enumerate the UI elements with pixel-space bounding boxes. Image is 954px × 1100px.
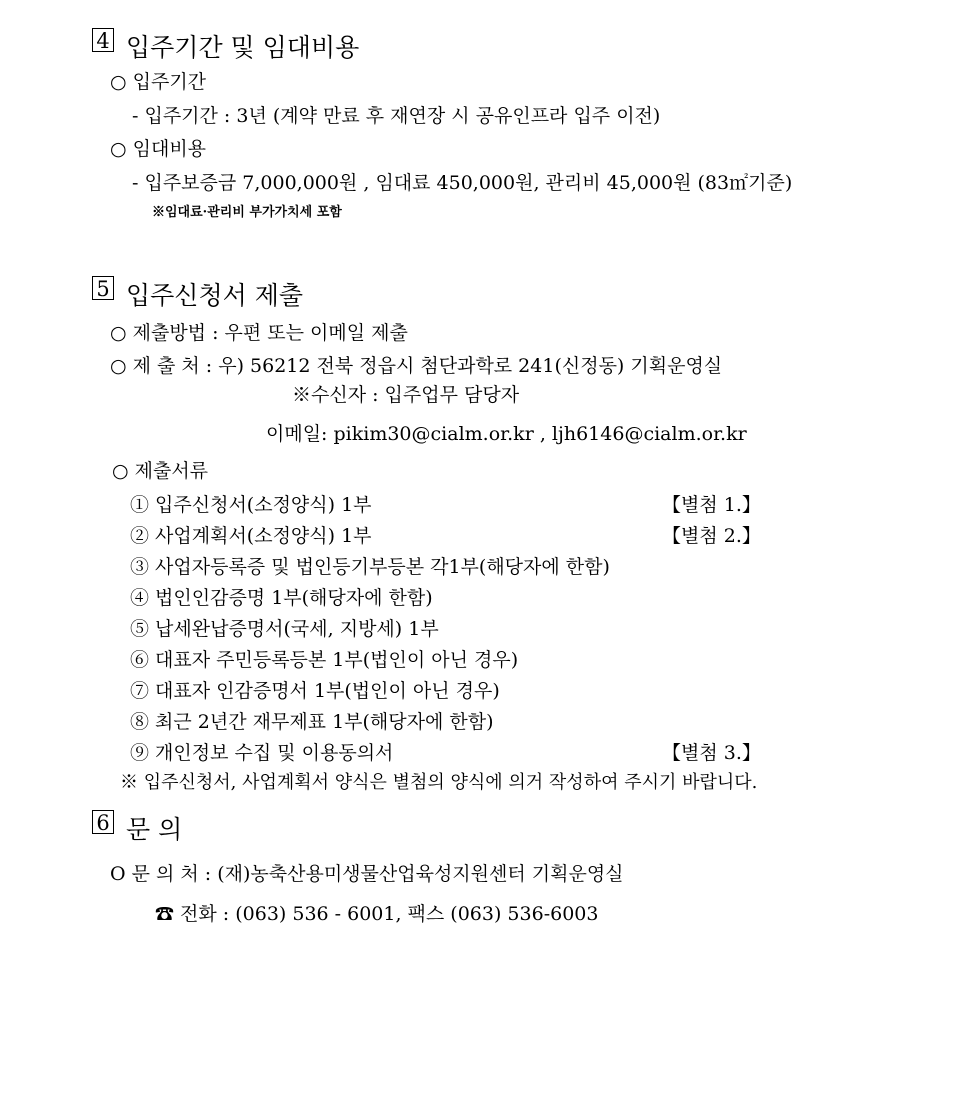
submission-method: ○ 제출방법 : 우편 또는 이메일 제출 [110, 322, 408, 344]
docs-heading: ○ 제출서류 [112, 460, 209, 482]
period-heading: ○ 입주기간 [110, 71, 207, 93]
docs-note: ※ 입주신청서, 사업계획서 양식은 별첨의 양식에 의거 작성하여 주시기 바랍니다. [120, 772, 758, 793]
doc-item: ④ 법인인감증명 1부(해당자에 한함) [130, 587, 433, 609]
cost-detail: - 입주보증금 7,000,000원 , 임대료 450,000원, 관리비 45,000원 (83㎡기준) [132, 172, 793, 194]
contact-line: O 문 의 처 : (재)농축산용미생물산업육성지원센터 기획운영실 [110, 863, 624, 885]
section-number-box: 6 [92, 810, 114, 834]
section-title: 입주신청서 제출 [126, 281, 303, 310]
phone-line: ☎ 전화 : (063) 536 - 6001, 팩스 (063) 536-6003 [155, 903, 599, 925]
doc-item: ② 사업계획서(소정양식) 1부 [130, 525, 372, 547]
attachment-tag: 【별첨 3.】 [662, 742, 761, 764]
section-title: 문 의 [126, 815, 183, 844]
attachment-tag: 【별첨 1.】 [662, 494, 761, 516]
doc-item: ⑦ 대표자 인감증명서 1부(법인이 아닌 경우) [130, 680, 500, 702]
section-number-box: 5 [92, 276, 114, 300]
cost-heading: ○ 임대비용 [110, 138, 207, 160]
doc-item: ⑨ 개인정보 수집 및 이용동의서 [130, 742, 394, 764]
recipient-note: ※수신자 : 입주업무 담당자 [292, 384, 520, 406]
doc-item: ⑥ 대표자 주민등록등본 1부(법인이 아닌 경우) [130, 649, 519, 671]
submission-address: ○ 제 출 처 : 우) 56212 전북 정읍시 첨단과학로 241(신정동) 기획운영실 [110, 355, 723, 377]
doc-item: ③ 사업자등록증 및 법인등기부등본 각1부(해당자에 한함) [130, 556, 610, 578]
doc-item: ⑧ 최근 2년간 재무제표 1부(해당자에 한함) [130, 711, 494, 733]
attachment-tag: 【별첨 2.】 [662, 525, 761, 547]
section-title: 입주기간 및 임대비용 [126, 33, 360, 62]
section-6-heading [92, 810, 182, 846]
period-detail: - 입주기간 : 3년 (계약 만료 후 재연장 시 공유인프라 입주 이전) [132, 105, 661, 127]
section-number-box: 4 [92, 28, 114, 52]
section-4-heading [92, 28, 359, 64]
email-line: 이메일: pikim30@cialm.or.kr , ljh6146@cialm.or.kr [266, 423, 747, 445]
doc-item: ① 입주신청서(소정양식) 1부 [130, 494, 372, 516]
doc-item: ⑤ 납세완납증명서(국세, 지방세) 1부 [130, 618, 439, 640]
section-5-heading [92, 276, 303, 312]
cost-note: ※임대료·관리비 부가가치세 포함 [152, 205, 342, 220]
